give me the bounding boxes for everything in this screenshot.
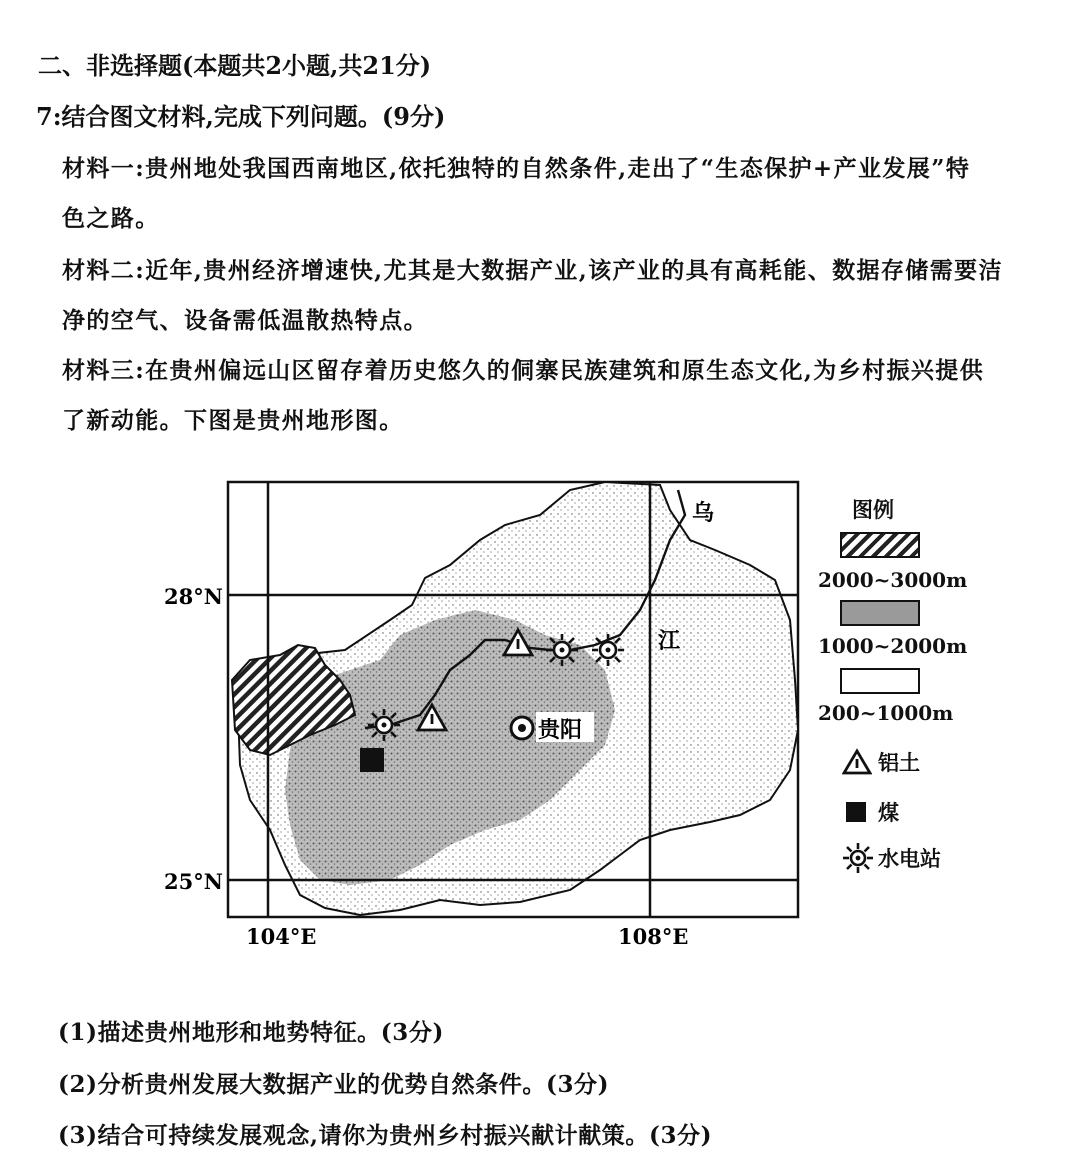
subquestion-2: (2)分析贵州发展大数据产业的优势自然条件。(3分) <box>58 1071 610 1098</box>
question-stem: 7:结合图文材料,完成下列问题。(9分) <box>36 102 446 131</box>
city-guiyang-icon <box>511 717 533 739</box>
material-1-line-2: 色之路。 <box>62 205 160 232</box>
guizhou-terrain-map <box>150 470 810 960</box>
legend-swatch-mid <box>840 600 920 626</box>
hydropower-station-icon <box>368 709 400 741</box>
city-label-guiyang: 贵阳 <box>538 717 583 743</box>
legend-label-low: 200~1000m <box>818 701 954 725</box>
subquestion-1: (1)描述贵州地形和地势特征。(3分) <box>58 1019 444 1046</box>
legend-swatch-high <box>840 532 920 558</box>
lon-label-108: 108°E <box>618 924 689 949</box>
material-1-line-1: 材料一:贵州地处我国西南地区,依托独特的自然条件,走出了“生态保护+产业发展”特 <box>62 155 971 182</box>
legend-label-bauxite: 铝土 <box>878 750 920 775</box>
section-title: 二、非选择题(本题共2小题,共21分) <box>38 51 432 80</box>
hydropower-station-icon <box>592 634 624 666</box>
legend-hydropower-icon <box>840 840 876 876</box>
legend-swatch-low <box>840 668 920 694</box>
lon-label-104: 104°E <box>246 924 317 949</box>
lat-label-25: 25°N <box>164 869 223 894</box>
material-2-line-1: 材料二:近年,贵州经济增速快,尤其是大数据产业,该产业的具有高耗能、数据存储需要洁 <box>62 257 1003 284</box>
legend-label-mid: 1000~2000m <box>818 634 968 658</box>
coal-symbol-icon <box>360 748 384 772</box>
legend-bauxite-icon <box>842 748 872 776</box>
river-label-jiang: 江 <box>658 628 681 654</box>
hydropower-station-icon <box>546 634 578 666</box>
subquestion-3: (3)结合可持续发展观念,请你为贵州乡村振兴献计献策。(3分) <box>58 1122 713 1149</box>
river-label-wu: 乌 <box>692 500 715 526</box>
legend-coal-icon <box>846 802 866 822</box>
legend-label-high: 2000~3000m <box>818 568 968 592</box>
legend-title: 图例 <box>852 497 894 522</box>
legend-label-hydropower: 水电站 <box>878 846 941 871</box>
legend-label-coal: 煤 <box>878 800 899 825</box>
material-3-line-1: 材料三:在贵州偏远山区留存着历史悠久的侗寨民族建筑和原生态文化,为乡村振兴提供 <box>62 357 985 384</box>
material-2-line-2: 净的空气、设备需低温散热特点。 <box>62 307 428 334</box>
lat-label-28: 28°N <box>164 584 223 609</box>
material-3-line-2: 了新动能。下图是贵州地形图。 <box>62 407 404 434</box>
